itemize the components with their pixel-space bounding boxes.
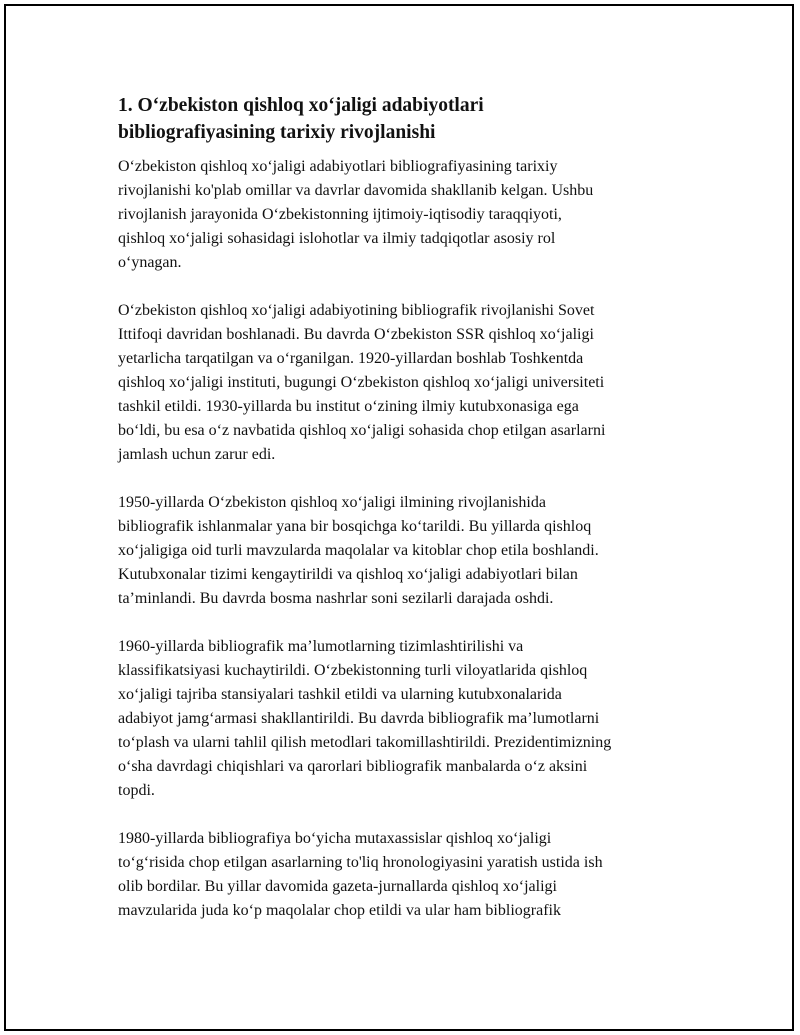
text-line: to‘g‘risida chop etilgan asarlarning to'liq hronologiyasini yaratish ustida ish bbox=[118, 854, 603, 871]
text-line: Ittifoqi davridan boshlanadi. Bu davrda O‘zbekiston SSR qishloq xo‘jaligi bbox=[118, 326, 594, 343]
text-line: qishloq xo‘jaligi instituti, bugungi O‘zbekiston qishloq xo‘jaligi universiteti bbox=[118, 374, 605, 391]
title-line: 1. O‘zbekiston qishloq xo‘jaligi adabiyotlari bbox=[118, 95, 484, 116]
text-line: 1980-yillarda bibliografiya bo‘yicha mutaxassislar qishloq xo‘jaligi bbox=[118, 830, 552, 847]
text-line: xo‘jaligi tajriba stansiyalari tashkil etildi va ularning kutubxonalarida bbox=[118, 686, 562, 703]
text-line: o‘ynagan. bbox=[118, 254, 182, 271]
text-line: ta’minlandi. Bu davrda bosma nashrlar soni sezilarli darajada oshdi. bbox=[118, 590, 554, 607]
text-line: klassifikatsiyasi kuchaytirildi. O‘zbekistonning turli viloyatlarida qishloq bbox=[118, 662, 588, 679]
paragraph-1 bbox=[118, 155, 700, 275]
paragraph-4 bbox=[118, 635, 700, 803]
text-line: qishloq xo‘jaligi sohasidagi islohotlar va ilmiy tadqiqotlar asosiy rol bbox=[118, 230, 556, 247]
text-line: Kutubxonalar tizimi kengaytirildi va qishloq xo‘jaligi adabiyotlari bilan bbox=[118, 566, 578, 583]
text-line: rivojlanishi ko'plab omillar va davrlar davomida shakllanib kelgan. Ushbu bbox=[118, 182, 594, 199]
paragraph-3 bbox=[118, 491, 700, 611]
text-line: olib bordilar. Bu yillar davomida gazeta-jurnallarda qishloq xo‘jaligi bbox=[118, 878, 557, 895]
text-line: bibliografik ishlanmalar yana bir bosqichga ko‘tarildi. Bu yillarda qishloq bbox=[118, 518, 592, 535]
document-body bbox=[118, 92, 700, 923]
text-line: topdi. bbox=[118, 782, 155, 799]
text-line: 1960-yillarda bibliografik ma’lumotlarning tizimlashtirilishi va bbox=[118, 638, 524, 655]
paragraph-5 bbox=[118, 827, 700, 923]
text-line: xo‘jaligiga oid turli mavzularda maqolalar va kitoblar chop etila boshlandi. bbox=[118, 542, 599, 559]
text-line: jamlash uchun zarur edi. bbox=[118, 446, 276, 463]
title-line: bibliografiyasining tarixiy rivojlanishi bbox=[118, 122, 436, 143]
text-line: tashkil etildi. 1930-yillarda bu institut o‘zining ilmiy kutubxonasiga ega bbox=[118, 398, 579, 415]
text-line: adabiyot jamg‘armasi shakllantirildi. Bu davrda bibliografik ma’lumotlarni bbox=[118, 710, 600, 727]
section-title bbox=[118, 92, 700, 146]
text-line: O‘zbekiston qishloq xo‘jaligi adabiyotlari bibliografiyasining tarixiy bbox=[118, 158, 558, 175]
text-line: mavzularida juda ko‘p maqolalar chop etildi va ular ham bibliografik bbox=[118, 902, 561, 919]
text-line: O‘zbekiston qishloq xo‘jaligi adabiyotining bibliografik rivojlanishi Sovet bbox=[118, 302, 595, 319]
text-line: 1950-yillarda O‘zbekiston qishloq xo‘jaligi ilmining rivojlanishida bbox=[118, 494, 546, 511]
text-line: bo‘ldi, bu esa o‘z navbatida qishloq xo‘jaligi sohasida chop etilgan asarlarni bbox=[118, 422, 606, 439]
text-line: yetarlicha tarqatilgan va o‘rganilgan. 1920-yillardan boshlab Toshkentda bbox=[118, 350, 584, 367]
text-line: to‘plash va ularni tahlil qilish metodlari takomillashtirildi. Prezidentimizning bbox=[118, 734, 612, 751]
text-line: rivojlanish jarayonida O‘zbekistonning ijtimoiy-iqtisodiy taraqqiyoti, bbox=[118, 206, 562, 223]
paragraph-2 bbox=[118, 299, 700, 467]
text-line: o‘sha davrdagi chiqishlari va qarorlari bibliografik manbalarda o‘z aksini bbox=[118, 758, 588, 775]
